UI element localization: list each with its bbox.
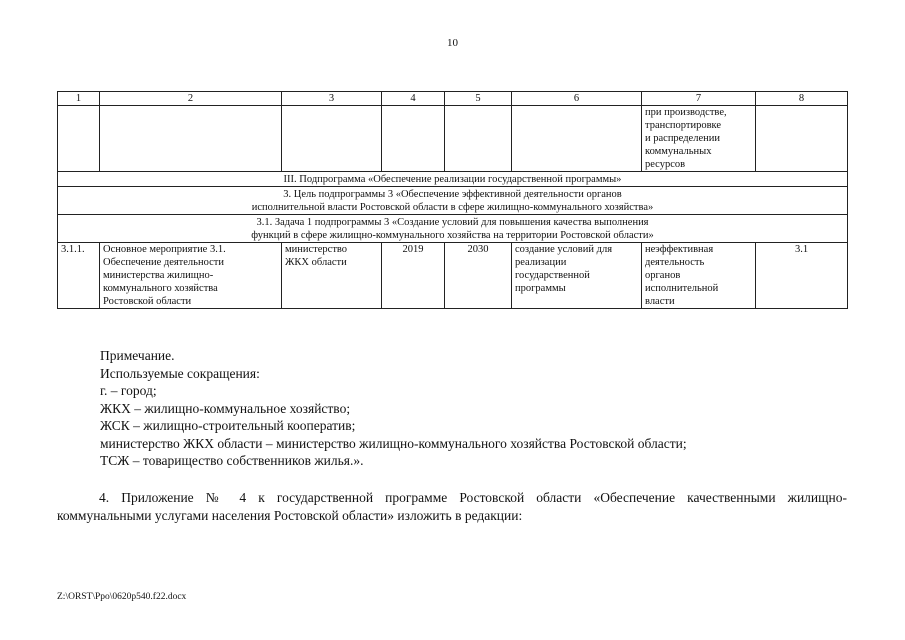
cell-line: исполнительной	[645, 283, 719, 294]
cell-line: коммунальных	[645, 146, 712, 157]
table-cell	[512, 106, 642, 172]
notes-line: Примечание.	[100, 348, 175, 363]
goal-row	[58, 187, 848, 215]
cell-line: ЖКХ области	[285, 257, 347, 268]
cell-line: создание условий для	[515, 244, 613, 255]
row-start-year: 2019	[382, 243, 445, 309]
subprogram-row	[58, 172, 848, 187]
row-link: 3.1	[756, 243, 848, 309]
notes-line: министерство ЖКХ области – министерство жилищно-коммунального хозяйства Ростовской области;	[100, 435, 687, 451]
notes-block	[100, 347, 687, 470]
table-cell	[58, 106, 100, 172]
table-cell	[756, 106, 848, 172]
cell-line: министерства жилищно-	[103, 270, 214, 281]
header-cell: 8	[756, 92, 848, 106]
cell-line: органов	[645, 270, 681, 281]
table-cell	[642, 106, 756, 172]
row-number: 3.1.1.	[58, 243, 100, 309]
cell-line: Ростовской области	[103, 296, 192, 307]
table-cell	[282, 106, 382, 172]
task-line: 3.1. Задача 1 подпрограммы 3 «Создание условий для повышения качества выполнения	[256, 217, 649, 228]
goal-line: 3. Цель подпрограммы 3 «Обеспечение эффективной деятельности органов	[283, 189, 622, 200]
task-line: функций в сфере жилищно-коммунального хозяйства на территории Ростовской области»	[251, 230, 654, 241]
task-cell	[58, 215, 848, 243]
row-end-year: 2030	[445, 243, 512, 309]
cell-line: государственной	[515, 270, 590, 281]
cell-line: транспортировке	[645, 120, 722, 131]
amendment-paragraph	[57, 489, 847, 524]
row-executor	[282, 243, 382, 309]
header-cell: 4	[382, 92, 445, 106]
cell-line: ресурсов	[645, 159, 686, 170]
row-consequences	[642, 243, 756, 309]
row-name	[100, 243, 282, 309]
table-cell	[382, 106, 445, 172]
header-cell: 3	[282, 92, 382, 106]
notes-line: Используемые сокращения:	[100, 365, 260, 381]
file-path-footer: Z:\ORST\Ppo\0620p540.f22.docx	[57, 592, 187, 602]
cell-line: деятельность	[645, 257, 705, 268]
header-cell: 5	[445, 92, 512, 106]
cell-line: коммунального хозяйства	[103, 283, 218, 294]
page-number: 10	[447, 37, 458, 49]
header-cell: 6	[512, 92, 642, 106]
row-result	[512, 243, 642, 309]
notes-line: г. – город;	[100, 383, 157, 398]
subprogram-title: III. Подпрограмма «Обеспечение реализации государственной программы»	[58, 172, 848, 187]
notes-line: ТСЖ – товарищество собственников жилья.».	[100, 453, 364, 468]
cell-line: Обеспечение деятельности	[103, 257, 224, 268]
paragraph-line: коммунальными услугами населения Ростовской области» изложить в редакции:	[57, 507, 523, 523]
cell-line: неэффективная	[645, 244, 714, 255]
table-header-row	[58, 92, 848, 106]
notes-line: ЖСК – жилищно-строительный кооператив;	[100, 418, 356, 433]
cell-line: и распределении	[645, 133, 720, 144]
cell-line: власти	[645, 296, 675, 307]
header-cell: 2	[100, 92, 282, 106]
paragraph-line: 4. Приложение № 4 к государственной программе Ростовской области «Обеспечение качественными жилищно-	[99, 490, 847, 505]
cell-line: при производстве,	[645, 107, 727, 118]
notes-line: ЖКХ – жилищно-коммунальное хозяйство;	[100, 400, 351, 416]
header-cell: 7	[642, 92, 756, 106]
table-cell	[100, 106, 282, 172]
table-row	[58, 243, 848, 309]
goal-cell	[58, 187, 848, 215]
cell-line: Основное мероприятие 3.1.	[103, 244, 226, 255]
task-row	[58, 215, 848, 243]
continuation-row	[58, 106, 848, 172]
header-cell: 1	[58, 92, 100, 106]
cell-line: министерство	[285, 244, 348, 255]
goal-line: исполнительной власти Ростовской области в сфере жилищно-коммунального хозяйства»	[251, 202, 654, 213]
cell-line: программы	[515, 283, 566, 294]
table-cell	[445, 106, 512, 172]
program-table	[57, 91, 848, 309]
cell-line: реализации	[515, 257, 567, 268]
